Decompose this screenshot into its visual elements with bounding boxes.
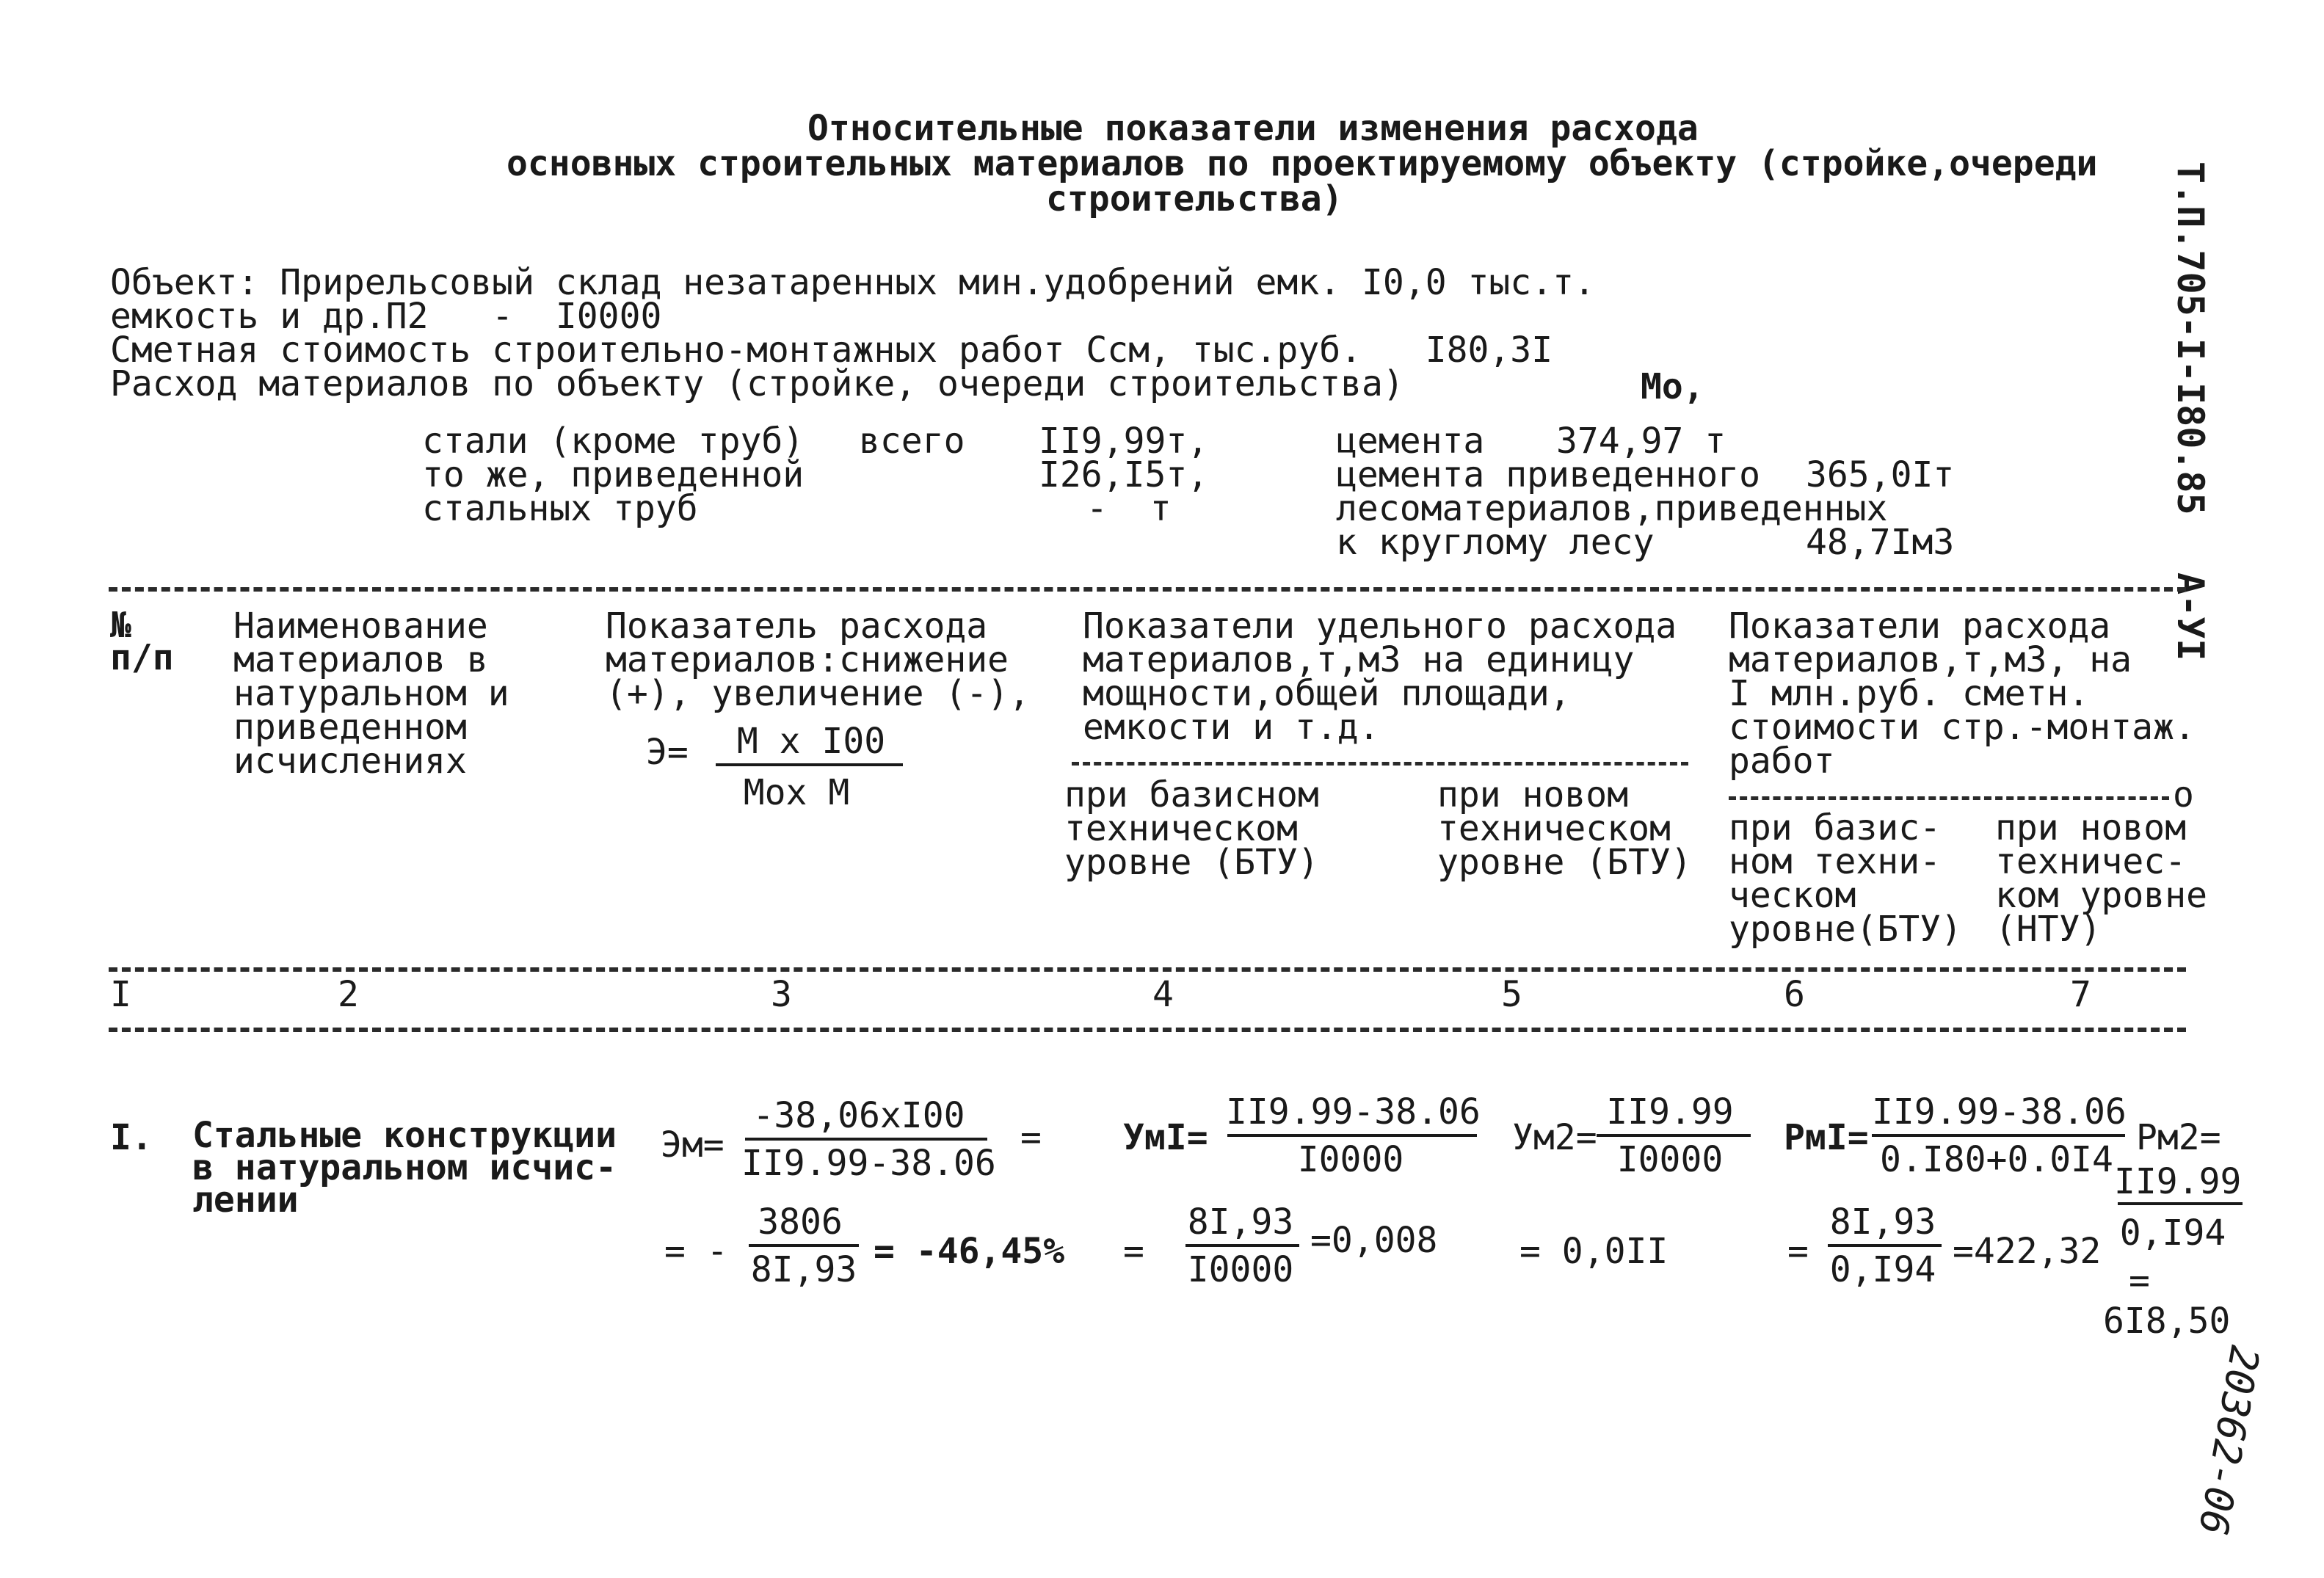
object-line-2: емкость и др.П2 - I0000 bbox=[110, 296, 662, 337]
row-1-y2-denominator: I0000 bbox=[1616, 1139, 1724, 1180]
row-1-r1-lhs: РмI= bbox=[1784, 1117, 1869, 1158]
header-col-3-formula-denominator: Мох М bbox=[743, 772, 850, 813]
header-col-6-7: Показатели расхода материалов,т,м3, на I млн.руб. сметн. стоимости стр.-монтаж. работ bbox=[1729, 606, 2196, 782]
row-1-y1b-bar bbox=[1185, 1244, 1299, 1247]
row-1-y2-bar bbox=[1597, 1134, 1751, 1137]
row-1-y1b-denominator: I0000 bbox=[1187, 1249, 1294, 1290]
row-1-y1-lhs: УмI= bbox=[1123, 1117, 1208, 1158]
timber-label: лесоматериалов,приведенных bbox=[1336, 488, 1888, 529]
steel-label: стали (кроме труб) bbox=[422, 421, 805, 462]
header-col-7: при новом техничес- ком уровне (НТУ) bbox=[1995, 807, 2207, 950]
row-1-r2-lhs: Рм2= bbox=[2136, 1117, 2221, 1158]
row-1-r1b-denominator: 0,I94 bbox=[1829, 1249, 1936, 1290]
row-1-r1-bar bbox=[1872, 1134, 2125, 1137]
header-col-3: Показатель расхода материалов:снижение (+), увеличение (-), bbox=[606, 606, 1030, 714]
row-1-e2-result: = -46,45% bbox=[874, 1231, 1065, 1272]
row-1-number: I. bbox=[110, 1117, 153, 1158]
header-col-1: № п/п bbox=[110, 605, 174, 678]
column-number-bottom-rule bbox=[109, 1028, 2186, 1032]
table-top-rule bbox=[109, 587, 2186, 592]
document-code: Т.П.705-I-I80.85 bbox=[2169, 161, 2212, 515]
object-line-1: Объект: Прирельсовый склад незатаренных мин.удобрений емк. I0,0 тыс.т. bbox=[110, 262, 1595, 303]
column-number-top-rule bbox=[109, 967, 2186, 972]
object-mo: Мо, bbox=[1641, 366, 1704, 407]
row-1-r1-denominator: 0.I80+0.0I4 bbox=[1880, 1139, 2113, 1180]
header-col-6: при базис- ном техни- ческом уровне(БТУ) bbox=[1729, 807, 1962, 950]
row-1-r2-equals: = bbox=[2129, 1260, 2150, 1301]
title-line-1: Относительные показатели изменения расхода bbox=[807, 108, 1699, 149]
column-number-3: 3 bbox=[771, 974, 792, 1015]
row-1-y1-bar bbox=[1227, 1134, 1477, 1137]
column-number-1: I bbox=[110, 974, 131, 1015]
row-1-r1b-result: =422,32 bbox=[1953, 1231, 2102, 1272]
row-1-y1b-numerator: 8I,93 bbox=[1187, 1201, 1294, 1243]
row-1-r1b-prefix: = bbox=[1787, 1231, 1809, 1272]
row-1-e2-denominator: 8I,93 bbox=[750, 1249, 857, 1290]
row-1-r2-result: 6I8,50 bbox=[2103, 1301, 2231, 1342]
row-1-material-name: Стальные конструкции в натуральном исчис- лении bbox=[192, 1115, 617, 1221]
cement-reduced-label: цемента приведенного bbox=[1336, 454, 1760, 495]
cement-reduced-value: 365,0Iт bbox=[1806, 454, 1955, 495]
row-1-r2-bar bbox=[2118, 1202, 2243, 1205]
sheet-code: А-УI bbox=[2169, 572, 2212, 661]
row-1-r1b-numerator: 8I,93 bbox=[1829, 1201, 1936, 1243]
header-col-4-5-divider bbox=[1072, 762, 1688, 766]
object-line-4: Расход материалов по объекту (стройке, очереди строительства) bbox=[110, 363, 1404, 404]
cement-label: цемента bbox=[1336, 421, 1485, 462]
row-1-y2b-result: = 0,0II bbox=[1519, 1231, 1668, 1272]
column-number-4: 4 bbox=[1152, 974, 1174, 1015]
timber-value: 48,7Iм3 bbox=[1806, 522, 1955, 563]
header-col-3-formula-bar bbox=[716, 763, 903, 766]
reduced-value: I26,I5т, bbox=[1039, 454, 1209, 495]
header-col-4: при базисном техническом уровне (БТУ) bbox=[1064, 774, 1319, 883]
header-col-3-formula-lhs: Э= bbox=[646, 732, 689, 773]
row-1-r2-denominator: 0,I94 bbox=[2119, 1212, 2226, 1254]
header-col-5: при новом техническом уровне (БТУ) bbox=[1437, 774, 1692, 883]
row-1-e2-bar bbox=[749, 1244, 859, 1247]
cement-value: 374,97 т bbox=[1556, 421, 1726, 462]
row-1-y1b-result: =0,008 bbox=[1310, 1220, 1438, 1261]
row-1-e-equals: = bbox=[1020, 1117, 1042, 1158]
row-1-e2-prefix: = - bbox=[664, 1231, 728, 1272]
row-1-y2-numerator: II9.99 bbox=[1606, 1091, 1734, 1132]
row-1-e2-numerator: 3806 bbox=[758, 1201, 843, 1243]
row-1-y1b-prefix: = bbox=[1123, 1231, 1144, 1272]
pipes-value: - т bbox=[1086, 488, 1172, 529]
row-1-y1-denominator: I0000 bbox=[1297, 1139, 1404, 1180]
archive-stamp: 20362-06 bbox=[2189, 1342, 2268, 1539]
title-line-2: основных строительных материалов по проектируемому объекту (стройке,очереди bbox=[506, 143, 2098, 184]
header-col-2: Наименование материалов в натуральном и приведенном исчислениях bbox=[233, 606, 509, 782]
timber-label-2: к круглому лесу bbox=[1336, 522, 1655, 563]
pipes-label: стальных труб bbox=[422, 488, 698, 529]
object-line-3: Сметная стоимость строительно-монтажных работ Ссм, тыс.руб. I80,3I bbox=[110, 330, 1553, 371]
title-line-3: строительства) bbox=[1046, 178, 1343, 219]
steel-total-label: всего bbox=[859, 421, 965, 462]
row-1-y2-lhs: Ум2= bbox=[1512, 1117, 1597, 1158]
reduced-label: то же, приведенной bbox=[422, 454, 805, 495]
header-col-6-7-divider bbox=[1729, 796, 2169, 800]
header-corner-mark: о bbox=[2173, 774, 2194, 815]
column-number-2: 2 bbox=[338, 974, 359, 1015]
header-col-4-5: Показатели удельного расхода материалов,т,м3 на единицу мощности,общей площади, емкости и т.д. bbox=[1083, 606, 1677, 748]
row-1-e-denominator: II9.99-38.06 bbox=[741, 1143, 996, 1184]
row-1-e-numerator: -38,06хI00 bbox=[752, 1095, 965, 1136]
row-1-r1b-bar bbox=[1828, 1244, 1942, 1247]
row-1-r2-numerator: II9.99 bbox=[2114, 1161, 2242, 1202]
row-1-e-bar bbox=[745, 1138, 987, 1141]
row-1-r1-numerator: II9.99-38.06 bbox=[1872, 1091, 2127, 1132]
row-1-y1-numerator: II9.99-38.06 bbox=[1226, 1091, 1481, 1132]
column-number-5: 5 bbox=[1501, 974, 1522, 1015]
column-number-6: 6 bbox=[1784, 974, 1805, 1015]
column-number-7: 7 bbox=[2070, 974, 2091, 1015]
steel-value: II9,99т, bbox=[1039, 421, 1209, 462]
row-1-e-lhs: Эм= bbox=[661, 1124, 725, 1166]
header-col-3-formula-numerator: М х I00 bbox=[736, 721, 886, 762]
